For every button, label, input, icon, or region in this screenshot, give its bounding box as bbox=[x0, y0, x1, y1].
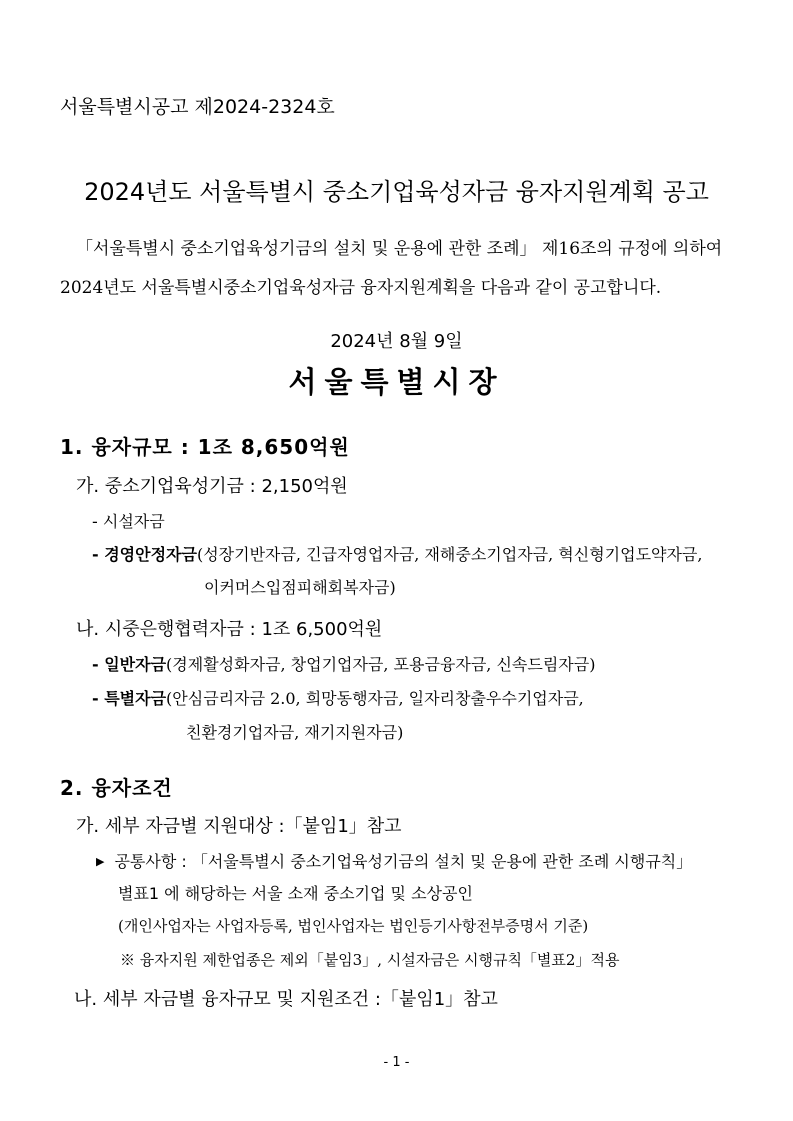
page-number: - 1 - bbox=[383, 1055, 410, 1070]
triangle-right-icon: ▶ bbox=[96, 855, 105, 868]
business-registration-note: (개인사업자는 사업자등록, 법인사업자는 법인등기사항전부증명서 기준) bbox=[118, 917, 589, 935]
item-label: - 일반자금 bbox=[92, 655, 167, 674]
section-1-ga-heading: 가. 중소기업육성기금 : 2,150억원 bbox=[76, 476, 348, 497]
section-2-heading: 2. 융자조건 bbox=[60, 776, 173, 800]
item-detail: (경제활성화자금, 창업기업자금, 포용금융자금, 신속드림자금) bbox=[166, 655, 596, 674]
section-2-ga-heading: 가. 세부 자금별 지원대상 :「붙임1」참고 bbox=[76, 816, 402, 837]
section-1-na-item-2-cont: 친환경기업자금, 재기지원자금) bbox=[186, 723, 404, 742]
restricted-industries-note: ※ 융자지원 제한업종은 제외「붙임3」, 시설자금은 시행규칙「별표2」적용 bbox=[120, 951, 620, 969]
item-label: - 특별자금 bbox=[92, 689, 167, 708]
bullet-text: 공통사항 : 「서울특별시 중소기업육성기금의 설치 및 운용에 관한 조례 시행규칙」 bbox=[114, 852, 693, 871]
intro-line-2: 2024년도 서울특별시중소기업육성자금 융자지원계획을 다음과 같이 공고합니다. bbox=[60, 278, 662, 298]
common-requirements-cont: 별표1 에 해당하는 서울 소재 중소기업 및 소상공인 bbox=[118, 884, 473, 903]
notice-date: 2024년 8월 9일 bbox=[330, 331, 463, 352]
common-requirements-bullet bbox=[96, 849, 692, 872]
item-label: - 경영안정자금 bbox=[92, 545, 197, 564]
section-1-na-item-1 bbox=[92, 652, 595, 675]
document-title: 2024년도 서울특별시 중소기업육성자금 융자지원계획 공고 bbox=[84, 178, 709, 206]
section-1-na-item-2 bbox=[92, 686, 584, 709]
item-detail: (성장기반자금, 긴급자영업자금, 재해중소기업자금, 혁신형기업도약자금, bbox=[196, 545, 703, 564]
section-1-ga-item-1 bbox=[92, 509, 165, 532]
intro-line-1: 「서울특별시 중소기업육성기금의 설치 및 운용에 관한 조례」 제16조의 규정에 의하여 bbox=[76, 239, 723, 259]
section-1-na-heading: 나. 시중은행협력자금 : 1조 6,500억원 bbox=[76, 619, 383, 640]
item-label: - 시설자금 bbox=[92, 512, 165, 531]
item-detail: (안심금리자금 2.0, 희망동행자금, 일자리창출우수기업자금, bbox=[166, 689, 584, 708]
section-2-na-heading: 나. 세부 자금별 융자규모 및 지원조건 :「붙임1」참고 bbox=[74, 989, 498, 1010]
issuer-name: 서울특별시장 bbox=[288, 365, 505, 399]
notice-number: 서울특별시공고 제2024-2324호 bbox=[60, 96, 335, 118]
section-1-heading: 1. 융자규모 : 1조 8,650억원 bbox=[60, 435, 350, 459]
section-1-ga-item-2 bbox=[92, 542, 702, 565]
section-1-ga-item-2-cont: 이커머스입점피해회복자금) bbox=[204, 578, 396, 597]
